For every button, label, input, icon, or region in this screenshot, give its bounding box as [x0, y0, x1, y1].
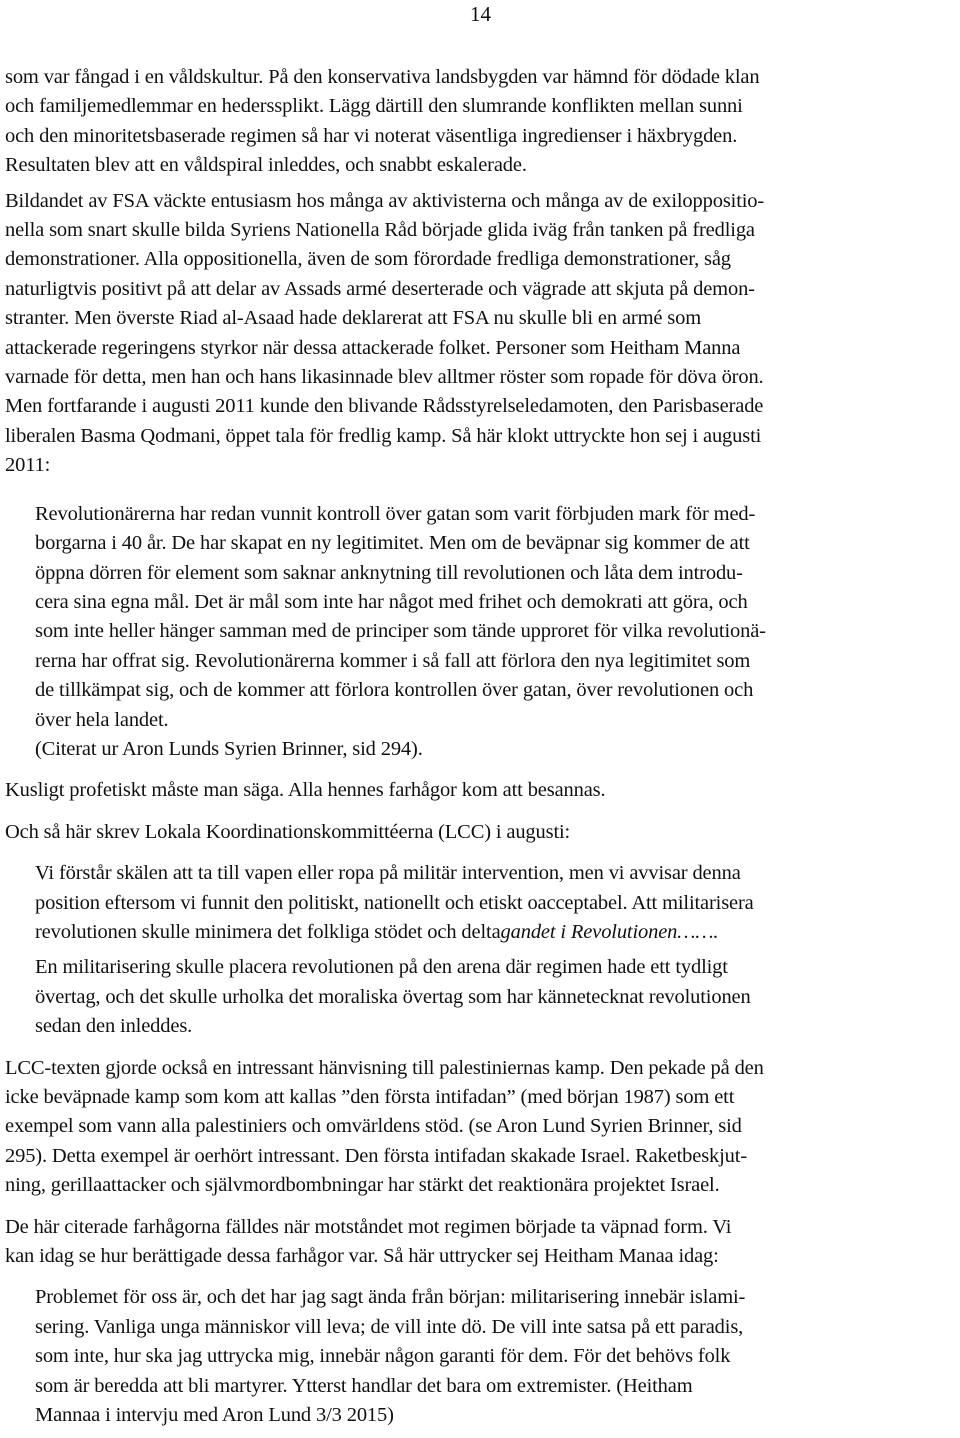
- text-line: De här citerade farhågorna fälldes när motståndet mot regimen började ta väpnad form. Vi: [5, 1215, 732, 1238]
- text-line: varnade för detta, men han och hans likasinnade blev alltmer röster som ropade för döva öron.: [5, 366, 764, 389]
- blockquote-qodmani: [35, 500, 955, 765]
- quote-line-plain: revolutionen skulle minimera det folkliga stödet och delta: [35, 920, 501, 943]
- text-line: Resultaten blev att en våldspiral inleddes, och snabbt eskalerade.: [5, 154, 527, 177]
- quote-line: som inte, hur ska jag uttrycka mig, innebär någon garanti för dem. För det behövs folk: [35, 1345, 731, 1368]
- text-line: naturligtvis positivt på att delar av Assads armé deserterade och vägrade att skjuta på demon-: [5, 277, 755, 300]
- text-line: 2011:: [5, 454, 51, 477]
- quote-line: rerna har offrat sig. Revolutionärerna kommer i så fall att förlora den nya legitimitet som: [35, 649, 751, 672]
- quote-line-italic: gandet i Revolutionen…….: [500, 920, 719, 943]
- text-line: Kusligt profetiskt måste man säga. Alla hennes farhågor kom att besannas.: [5, 779, 606, 802]
- text-line: ning, gerillaattacker och självmordbombningar har stärkt det reaktionära projektet Israel.: [5, 1174, 720, 1197]
- quote-line: öppna dörren för element som saknar anknytning till revolutionen och låta dem introdu-: [35, 561, 743, 584]
- text-line: kan idag se hur berättigade dessa farhågor var. Så här uttrycker sej Heitham Manaa idag:: [5, 1245, 719, 1268]
- blockquote-lcc-part1: [35, 859, 955, 947]
- quote-line: sedan den inleddes.: [35, 1015, 193, 1038]
- text-line: stranter. Men överste Riad al-Asaad hade deklarerat att FSA nu skulle bli en armé som: [5, 307, 702, 330]
- text-line: 295). Detta exempel är oerhört intressant. Den första intifadan skakade Israel. Raketbeskjut-: [5, 1144, 747, 1167]
- quote-line: sering. Vanliga unga människor vill leva; de vill inte dö. De vill inte satsa på ett paradis,: [35, 1315, 744, 1338]
- quote-line: Mannaa i intervju med Aron Lund 3/3 2015): [35, 1404, 394, 1427]
- paragraph-violence-culture: [5, 63, 955, 181]
- quote-line: [35, 918, 955, 947]
- quote-line: cera sina egna mål. Det är mål som inte har något med frihet och demokrati att göra, och: [35, 590, 748, 613]
- text-line: som var fångad i en våldskultur. På den konservativa landsbygden var hämnd för dödade klan: [5, 66, 760, 88]
- quote-line: som är beredda att bli martyrer. Ytterst handlar det bara om extremister. (Heitham: [35, 1374, 693, 1397]
- text-line: Och så här skrev Lokala Koordinationskommittéerna (LCC) i augusti:: [5, 820, 571, 843]
- text-line: och den minoritetsbaserade regimen så har vi noterat väsentliga ingredienser i häxbrygden.: [5, 124, 738, 147]
- blockquote-lcc-part2: [35, 953, 955, 1041]
- text-line: och familjemedlemmar en hederssplikt. Lägg därtill den slumrande konflikten mellan sunni: [5, 95, 743, 118]
- page-number: 14: [470, 2, 491, 26]
- paragraph-fsa-formation: [5, 187, 955, 481]
- text-line: exempel som vann alla palestiniers och omvärldens stöd. (se Aron Lund Syrien Brinner, sid: [5, 1115, 742, 1138]
- paragraph-concerns: [5, 1213, 955, 1272]
- quote-line: borgarna i 40 år. De har skapat en ny legitimitet. Men om de beväpnar sig kommer de att: [35, 532, 750, 555]
- quote-line: position eftersom vi funnit den politiskt, nationellt och etiskt oacceptabel. Att militarisera: [35, 891, 754, 914]
- text-line: nella som snart skulle bilda Syriens Nationella Råd började glida iväg från tanken på fredliga: [5, 219, 755, 242]
- paragraph-lcc-intro: [5, 818, 955, 847]
- body-text: [5, 63, 955, 1430]
- quote-line: som inte heller hänger samman med de principer som tände upproret för vilka revolutionä-: [35, 620, 766, 643]
- quote-citation: (Citerat ur Aron Lunds Syrien Brinner, sid 294).: [35, 737, 423, 760]
- quote-line: Problemet för oss är, och det har jag sagt ända från början: militarisering innebär islami-: [35, 1286, 746, 1309]
- quote-line: En militarisering skulle placera revolutionen på den arena där regimen hade ett tydligt: [35, 956, 728, 979]
- quote-line: de tillkämpat sig, och de kommer att förlora kontrollen över gatan, över revolutionen och: [35, 679, 754, 702]
- quote-line: över hela landet.: [35, 708, 169, 731]
- blockquote-manaa: [35, 1283, 955, 1430]
- quote-line: Revolutionärerna har redan vunnit kontroll över gatan som varit förbjuden mark för med-: [35, 502, 756, 525]
- paragraph-prophetic: [5, 776, 955, 805]
- text-line: icke beväpnade kamp som kom att kallas ”den första intifadan” (med början 1987) som ett: [5, 1086, 735, 1108]
- text-line: liberalen Basma Qodmani, öppet tala för fredlig kamp. Så här klokt uttryckte hon sej i augusti: [5, 424, 762, 447]
- text-line: LCC-texten gjorde också en intressant hänvisning till palestiniernas kamp. Den pekade på den: [5, 1056, 764, 1079]
- paragraph-intifada: [5, 1054, 955, 1201]
- quote-line: Vi förstår skälen att ta till vapen eller ropa på militär intervention, men vi avvisar denna: [35, 862, 741, 885]
- text-line: Bildandet av FSA väckte entusiasm hos många av aktivisterna och många av de exiloppositio-: [5, 189, 765, 212]
- text-line: demonstrationer. Alla oppositionella, även de som förordade fredliga demonstrationer, såg: [5, 248, 731, 271]
- text-line: attackerade regeringens styrkor när dessa attackerade folket. Personer som Heitham Manna: [5, 336, 741, 359]
- text-line: Men fortfarande i augusti 2011 kunde den blivande Rådsstyrelseledamoten, den Parisbaserade: [5, 395, 764, 418]
- quote-line: övertag, och det skulle urholka det moraliska övertag som har kännetecknat revolutionen: [35, 985, 751, 1008]
